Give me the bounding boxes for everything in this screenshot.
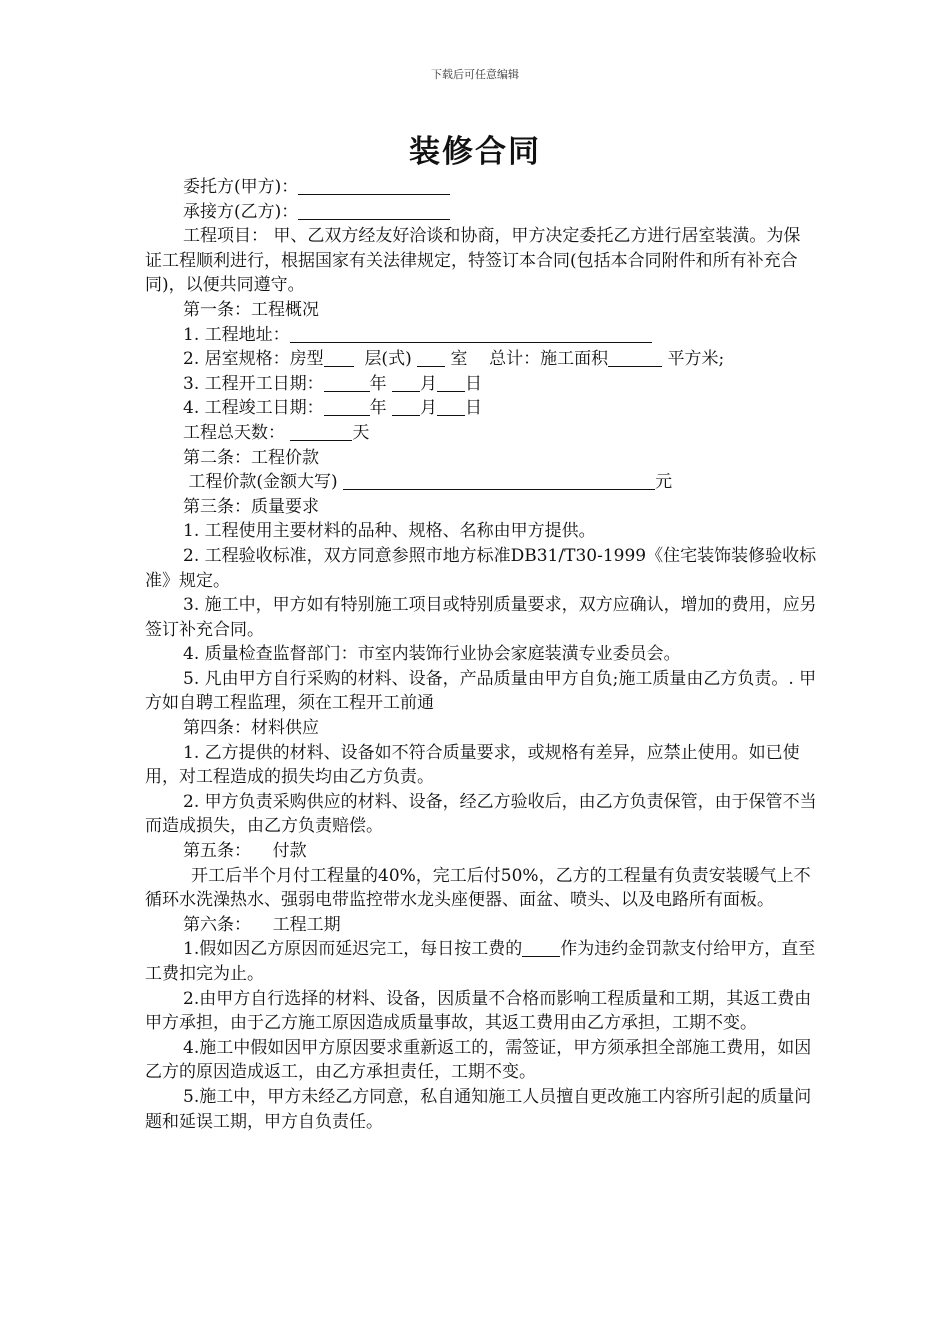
intro-paragraph: 工程项目： 甲、乙双方经友好洽谈和协商，甲方决定委托乙方进行居室装潢。为保证工程顺利进行，根据国家有关法律规定，特签订本合同(包括本合同附件和所有补充合同)，以便共同遵守。 [145, 226, 801, 296]
party-b-blank [298, 202, 450, 220]
contract-body [145, 175, 817, 1134]
party-a-blank [298, 177, 450, 195]
payment-paragraph: 开工后半个月付工程量的40%，完工后付50%，乙方的工程量有负责安装暖气上不循环水洗澡热水、强弱电带监控带水龙头座便器、面盆、喷头、以及电路所有面板。 [145, 865, 811, 911]
schedule-item-4: 4.施工中假如因甲方原因要求重新返工的，需签证，甲方须承担全部施工费用，如因乙方的原因造成返工，由乙方承担责任，工期不变。 [145, 1037, 812, 1083]
supply-item-1: 1. 乙方提供的材料、设备如不符合质量要求，或规格有差异，应禁止使用。如已使用，对工程造成的损失均由乙方负责。 [145, 742, 800, 788]
total-days-line: 工程总天数： 天 [183, 422, 370, 443]
supply-item-2: 2. 甲方负责采购供应的材料、设备，经乙方验收后，由乙方负责保管，由于保管不当而造成损失，由乙方负责赔偿。 [145, 791, 817, 837]
spec-line: 2. 居室规格：房型 层(式) 室 总计：施工面积 平方米; [183, 349, 725, 370]
article-5-heading: 第五条： 付款 [183, 841, 307, 862]
quality-item-5: 5. 凡由甲方自行采购的材料、设备，产品质量由甲方自负;施工质量由乙方负责。. 甲方如自聘工程监理，须在工程开工前通 [145, 668, 817, 714]
quality-item-4: 4. 质量检查监督部门：市室内装饰行业协会家庭装潢专业委员会。 [183, 644, 681, 665]
article-3-heading: 第三条：质量要求 [183, 496, 319, 517]
end-date-line: 4. 工程竣工日期： 年 月 日 [183, 398, 483, 419]
article-6-heading: 第六条： 工程工期 [183, 914, 341, 935]
price-line: 工程价款(金额大写) 元 [188, 472, 673, 493]
quality-item-3: 3. 施工中，甲方如有特别施工项目或特别质量要求，双方应确认，增加的费用，应另签订补充合同。 [145, 595, 817, 640]
page-header: 下载后可任意编辑 [431, 68, 519, 81]
price-blank [343, 472, 655, 490]
party-a-line: 委托方(甲方)： [145, 175, 817, 200]
party-b-line: 承接方(乙方)： [145, 200, 817, 225]
quality-item-1: 1. 工程使用主要材料的品种、规格、名称由甲方提供。 [183, 521, 596, 542]
schedule-item-1: 1.假如因乙方原因而延迟完工，每日按工费的 作为违约金罚款支付给甲方，直至工费扣完为止。 [145, 939, 816, 984]
document-title: 装修合同 [409, 134, 541, 170]
address-blank [290, 325, 652, 343]
article-1-heading: 第一条：工程概况 [183, 299, 319, 320]
address-line: 1. 工程地址： [145, 323, 817, 348]
article-2-heading: 第二条：工程价款 [183, 447, 319, 468]
schedule-item-2: 2.由甲方自行选择的材料、设备，因质量不合格而影响工程质量和工期，其返工费由甲方承担，由于乙方施工原因造成质量事故，其返工费用由乙方承担，工期不变。 [145, 988, 812, 1034]
quality-item-2: 2. 工程验收标准，双方同意参照市地方标准DB31/T30-1999《住宅装饰装修验收标准》规定。 [145, 545, 817, 591]
schedule-item-5: 5.施工中，甲方未经乙方同意，私自通知施工人员擅自更改施工内容所引起的质量问题和延误工期，甲方自负责任。 [145, 1086, 812, 1132]
article-4-heading: 第四条：材料供应 [183, 718, 319, 739]
start-date-line: 3. 工程开工日期： 年 月 日 [183, 373, 483, 394]
